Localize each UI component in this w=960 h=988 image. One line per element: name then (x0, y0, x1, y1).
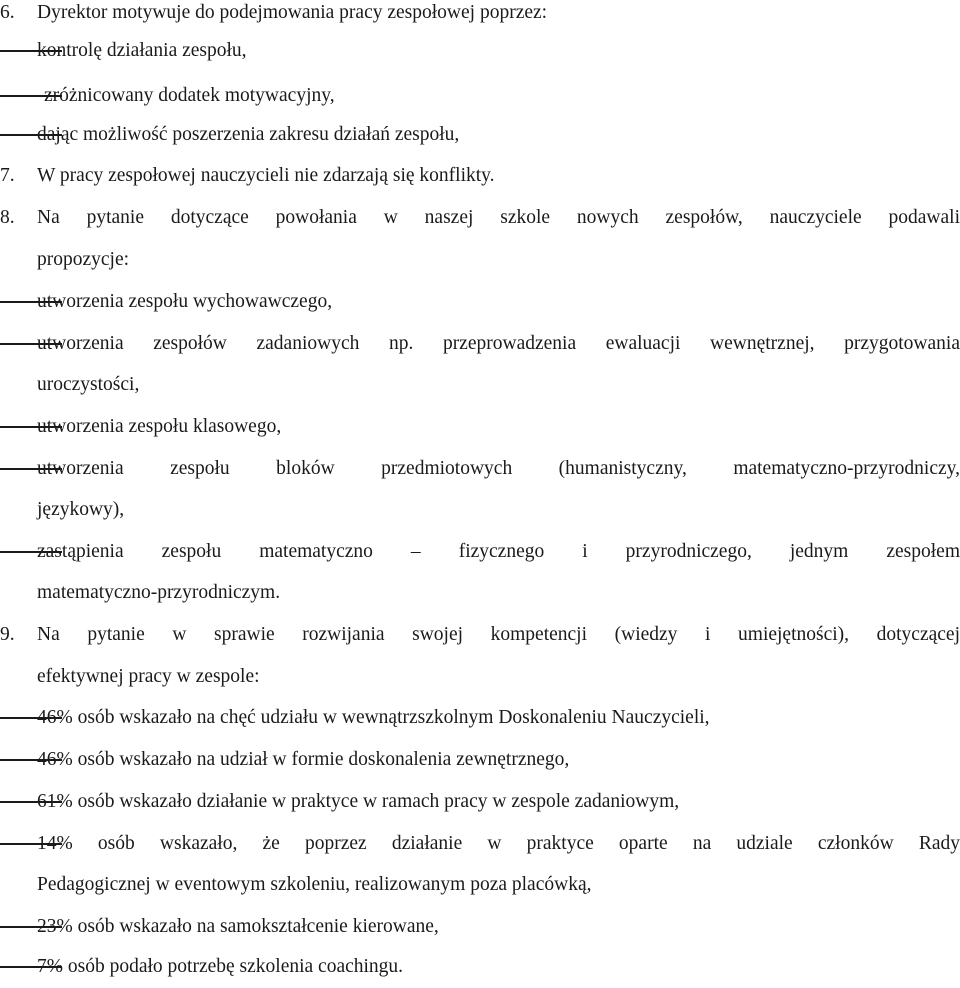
continuation-text: uroczystości, (37, 374, 140, 395)
continuation-line (0, 864, 960, 906)
continuation-text: Pedagogicznej w eventowym szkoleniu, realizowanym poza placówką, (37, 874, 592, 895)
bullet-item (0, 75, 960, 117)
item-text: Na pytanie w sprawie rozwijania swojej kompetencji (wiedzy i umiejętności), dotyczącej (37, 624, 960, 645)
item-number: 9. (0, 624, 15, 645)
continuation-line (0, 364, 960, 406)
continuation-text: matematyczno-przyrodniczym. (37, 582, 281, 603)
bullet-text: 46% osób wskazało na chęć udziału w wewnątrzszkolnym Doskonaleniu Nauczycieli, (37, 707, 710, 728)
bullet-text: dając możliwość poszerzenia zakresu działań zespołu, (37, 124, 460, 145)
item-text: Dyrektor motywuje do podejmowania pracy zespołowej poprzez: (37, 2, 548, 23)
bullet-text: utworzenia zespołów zadaniowych np. przeprowadzenia ewaluacji wewnętrznej, przygotowania (37, 333, 960, 354)
bullet-item (0, 323, 960, 365)
bullet-text: 23% osób wskazało na samokształcenie kierowane, (37, 916, 439, 937)
bullet-item (0, 906, 960, 948)
bullet-item (0, 781, 960, 823)
list-item-6 (0, 0, 960, 34)
list-item-7 (0, 155, 960, 197)
bullet-item (0, 946, 960, 988)
bullet-item (0, 697, 960, 739)
continuation-line (0, 239, 960, 281)
bullet-text: 14% osób wskazało, że poprzez działanie w praktyce oparte na udziale członków Rady (37, 833, 960, 854)
item-number: 6. (0, 2, 15, 23)
bullet-text: kontrolę działania zespołu, (37, 40, 247, 61)
bullet-text: 61% osób wskazało działanie w praktyce w ramach pracy w zespole zadaniowym, (37, 791, 680, 812)
item-text: Na pytanie dotyczące powołania w naszej szkole nowych zespołów, nauczyciele podawali (37, 207, 960, 228)
item-text: W pracy zespołowej nauczycieli nie zdarzają się konflikty. (37, 165, 495, 186)
bullet-text: utworzenia zespołu bloków przedmiotowych (humanistyczny, matematyczno-przyrodniczy, (37, 458, 960, 479)
bullet-item (0, 114, 960, 156)
item-number: 8. (0, 207, 15, 228)
bullet-item (0, 406, 960, 448)
item-number: 7. (0, 165, 15, 186)
list-item-8 (0, 197, 960, 239)
bullet-text: utworzenia zespołu klasowego, (37, 416, 282, 437)
bullet-item (0, 30, 960, 72)
bullet-item (0, 531, 960, 573)
continuation-text: efektywnej pracy w zespole: (37, 666, 260, 687)
continuation-text: propozycje: (37, 249, 130, 270)
list-item-9 (0, 614, 960, 656)
bullet-item (0, 823, 960, 865)
bullet-item (0, 739, 960, 781)
continuation-line (0, 572, 960, 614)
continuation-line (0, 489, 960, 531)
bullet-text: utworzenia zespołu wychowawczego, (37, 291, 333, 312)
continuation-text: językowy), (37, 499, 125, 520)
bullet-text: zastąpienia zespołu matematyczno – fizycznego i przyrodniczego, jednym zespołem (37, 541, 960, 562)
bullet-item (0, 281, 960, 323)
continuation-line (0, 656, 960, 698)
bullet-text: 7% osób podało potrzebę szkolenia coachingu. (37, 956, 404, 977)
bullet-item (0, 448, 960, 490)
bullet-text: 46% osób wskazało na udział w formie doskonalenia zewnętrznego, (37, 749, 570, 770)
bullet-text: zróżnicowany dodatek motywacyjny, (44, 85, 335, 106)
